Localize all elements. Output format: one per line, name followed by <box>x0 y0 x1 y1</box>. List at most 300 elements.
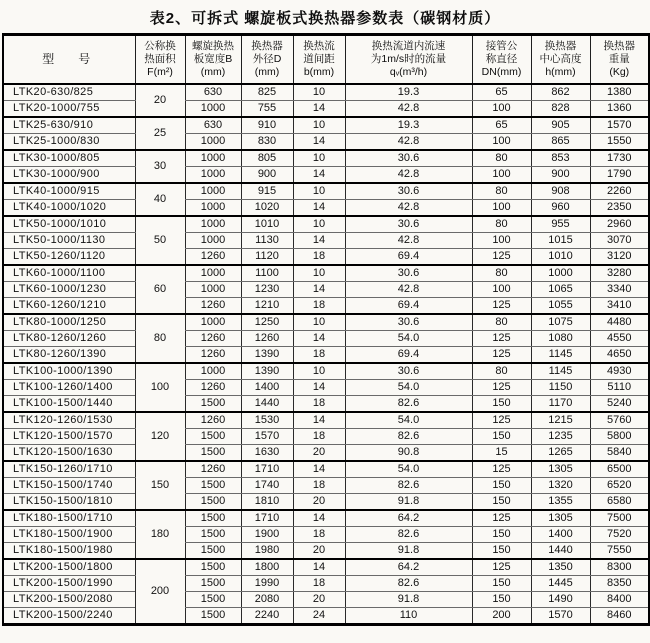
height-cell: 862 <box>531 84 590 101</box>
model-cell: LTK40-1000/915 <box>3 183 135 200</box>
diameter-cell: 900 <box>241 167 293 184</box>
model-cell: LTK60-1000/1100 <box>3 265 135 282</box>
width-cell: 1000 <box>185 265 241 282</box>
parameters-table <box>2 33 650 626</box>
height-cell: 1010 <box>531 249 590 266</box>
area-cell: 150 <box>135 461 185 510</box>
column-header-line: 外径D <box>252 53 282 65</box>
flow-cell: 30.6 <box>345 314 472 331</box>
diameter-cell: 2080 <box>241 592 293 608</box>
spacing-cell: 10 <box>293 216 345 233</box>
flow-cell: 110 <box>345 608 472 625</box>
column-header-line: h(mm) <box>545 66 576 78</box>
flow-cell: 30.6 <box>345 265 472 282</box>
table-body <box>3 84 649 625</box>
diameter-cell: 825 <box>241 84 293 101</box>
dn-cell: 80 <box>472 265 531 282</box>
weight-cell: 1380 <box>590 84 649 101</box>
dn-cell: 80 <box>472 183 531 200</box>
spacing-cell: 10 <box>293 363 345 380</box>
dn-cell: 150 <box>472 576 531 592</box>
spacing-cell: 18 <box>293 396 345 413</box>
model-cell: LTK80-1260/1260 <box>3 331 135 347</box>
table-row <box>3 543 649 560</box>
table-title: 表2、可拆式 螺旋板式换热器参数表（碳钢材质） <box>149 10 501 27</box>
table-row <box>3 101 649 118</box>
column-header-width <box>185 35 241 85</box>
table-row <box>3 249 649 266</box>
spacing-cell: 20 <box>293 445 345 462</box>
spacing-cell: 14 <box>293 101 345 118</box>
weight-cell: 1550 <box>590 134 649 151</box>
column-header-line: 板宽度B <box>193 53 233 65</box>
weight-cell: 5240 <box>590 396 649 413</box>
flow-cell: 54.0 <box>345 380 472 396</box>
dn-cell: 150 <box>472 396 531 413</box>
table-row <box>3 510 649 527</box>
flow-cell: 82.6 <box>345 429 472 445</box>
width-cell: 1500 <box>185 429 241 445</box>
diameter-cell: 1120 <box>241 249 293 266</box>
width-cell: 1000 <box>185 314 241 331</box>
weight-cell: 3280 <box>590 265 649 282</box>
height-cell: 1170 <box>531 396 590 413</box>
table-row <box>3 494 649 511</box>
weight-cell: 3410 <box>590 298 649 315</box>
diameter-cell: 1260 <box>241 331 293 347</box>
weight-cell: 4480 <box>590 314 649 331</box>
model-cell: LTK180-1500/1900 <box>3 527 135 543</box>
width-cell: 1500 <box>185 510 241 527</box>
width-cell: 1000 <box>185 150 241 167</box>
table-row <box>3 608 649 625</box>
model-cell: LTK20-1000/755 <box>3 101 135 118</box>
dn-cell: 65 <box>472 117 531 134</box>
dn-cell: 125 <box>472 347 531 364</box>
area-cell: 20 <box>135 84 185 117</box>
flow-cell: 54.0 <box>345 331 472 347</box>
column-header-line: (mm) <box>200 66 226 78</box>
table-row <box>3 216 649 233</box>
area-cell: 100 <box>135 363 185 412</box>
width-cell: 1500 <box>185 559 241 576</box>
diameter-cell: 1990 <box>241 576 293 592</box>
spacing-cell: 14 <box>293 510 345 527</box>
height-cell: 1490 <box>531 592 590 608</box>
weight-cell: 8350 <box>590 576 649 592</box>
area-cell: 30 <box>135 150 185 183</box>
table-row <box>3 445 649 462</box>
width-cell: 1000 <box>185 167 241 184</box>
width-cell: 1500 <box>185 592 241 608</box>
table-row <box>3 314 649 331</box>
diameter-cell: 915 <box>241 183 293 200</box>
spacing-cell: 14 <box>293 167 345 184</box>
dn-cell: 125 <box>472 412 531 429</box>
column-header-line: 公称换 <box>144 40 176 52</box>
column-header-line: 换热器 <box>544 40 577 52</box>
dn-cell: 100 <box>472 200 531 217</box>
model-cell: LTK50-1000/1130 <box>3 233 135 249</box>
table-row <box>3 363 649 380</box>
flow-cell: 19.3 <box>345 84 472 101</box>
area-cell: 80 <box>135 314 185 363</box>
width-cell: 1260 <box>185 412 241 429</box>
spacing-cell: 18 <box>293 249 345 266</box>
dn-cell: 80 <box>472 363 531 380</box>
weight-cell: 6580 <box>590 494 649 511</box>
column-header-line: F(m²) <box>147 66 173 78</box>
column-header-spacing <box>293 35 345 85</box>
column-header-line: (Kg) <box>609 66 630 78</box>
spacing-cell: 14 <box>293 559 345 576</box>
header-row <box>3 35 649 85</box>
table-row <box>3 592 649 608</box>
dn-cell: 125 <box>472 559 531 576</box>
diameter-cell: 1980 <box>241 543 293 560</box>
model-cell: LTK60-1000/1230 <box>3 282 135 298</box>
weight-cell: 7500 <box>590 510 649 527</box>
table-header <box>3 35 649 85</box>
spacing-cell: 18 <box>293 478 345 494</box>
model-cell: LTK20-630/825 <box>3 84 135 101</box>
column-header-dn <box>472 35 531 85</box>
model-cell: LTK120-1500/1570 <box>3 429 135 445</box>
height-cell: 1015 <box>531 233 590 249</box>
width-cell: 1500 <box>185 478 241 494</box>
table-row <box>3 117 649 134</box>
width-cell: 1500 <box>185 543 241 560</box>
table-row <box>3 576 649 592</box>
model-cell: LTK200-1500/2080 <box>3 592 135 608</box>
diameter-cell: 1630 <box>241 445 293 462</box>
column-header-line: 型 号 <box>42 52 97 66</box>
diameter-cell: 1390 <box>241 347 293 364</box>
diameter-cell: 1020 <box>241 200 293 217</box>
width-cell: 1500 <box>185 396 241 413</box>
model-cell: LTK100-1260/1400 <box>3 380 135 396</box>
table-row <box>3 347 649 364</box>
flow-cell: 42.8 <box>345 101 472 118</box>
weight-cell: 4550 <box>590 331 649 347</box>
column-header-line: 换热流道内流速 <box>371 40 446 52</box>
weight-cell: 7520 <box>590 527 649 543</box>
flow-cell: 82.6 <box>345 527 472 543</box>
width-cell: 1000 <box>185 216 241 233</box>
spacing-cell: 18 <box>293 298 345 315</box>
height-cell: 828 <box>531 101 590 118</box>
spacing-cell: 10 <box>293 84 345 101</box>
table-row <box>3 200 649 217</box>
dn-cell: 150 <box>472 592 531 608</box>
flow-cell: 64.2 <box>345 559 472 576</box>
flow-cell: 91.8 <box>345 494 472 511</box>
dn-cell: 150 <box>472 429 531 445</box>
height-cell: 960 <box>531 200 590 217</box>
table-row <box>3 183 649 200</box>
column-header-line: 换热器 <box>603 40 635 52</box>
height-cell: 1570 <box>531 608 590 625</box>
spacing-cell: 14 <box>293 134 345 151</box>
flow-cell: 69.4 <box>345 249 472 266</box>
weight-cell: 1570 <box>590 117 649 134</box>
height-cell: 1440 <box>531 543 590 560</box>
table-row <box>3 282 649 298</box>
width-cell: 1000 <box>185 282 241 298</box>
spacing-cell: 10 <box>293 314 345 331</box>
spacing-cell: 18 <box>293 347 345 364</box>
column-header-line: 中心高度 <box>539 53 582 65</box>
spacing-cell: 10 <box>293 183 345 200</box>
model-cell: LTK30-1000/900 <box>3 167 135 184</box>
weight-cell: 3070 <box>590 233 649 249</box>
width-cell: 1000 <box>185 200 241 217</box>
table-row <box>3 412 649 429</box>
column-header-line: 重量 <box>608 53 630 65</box>
spacing-cell: 10 <box>293 150 345 167</box>
table-row <box>3 527 649 543</box>
flow-cell: 90.8 <box>345 445 472 462</box>
spacing-cell: 14 <box>293 461 345 478</box>
height-cell: 853 <box>531 150 590 167</box>
diameter-cell: 1530 <box>241 412 293 429</box>
diameter-cell: 1390 <box>241 363 293 380</box>
column-header-line: 换热器 <box>251 40 283 52</box>
flow-cell: 69.4 <box>345 298 472 315</box>
dn-cell: 125 <box>472 331 531 347</box>
column-header-diameter <box>241 35 293 85</box>
column-header-line: qᵥ(m³/h) <box>389 66 428 78</box>
width-cell: 1000 <box>185 363 241 380</box>
column-header-line: 螺旋换热 <box>192 40 234 52</box>
width-cell: 1500 <box>185 527 241 543</box>
table-row <box>3 429 649 445</box>
width-cell: 1260 <box>185 249 241 266</box>
model-cell: LTK80-1000/1250 <box>3 314 135 331</box>
height-cell: 900 <box>531 167 590 184</box>
area-cell: 180 <box>135 510 185 559</box>
flow-cell: 30.6 <box>345 363 472 380</box>
spacing-cell: 20 <box>293 494 345 511</box>
height-cell: 1150 <box>531 380 590 396</box>
table-row <box>3 150 649 167</box>
diameter-cell: 1130 <box>241 233 293 249</box>
weight-cell: 5800 <box>590 429 649 445</box>
height-cell: 1445 <box>531 576 590 592</box>
weight-cell: 4650 <box>590 347 649 364</box>
spacing-cell: 18 <box>293 576 345 592</box>
weight-cell: 4930 <box>590 363 649 380</box>
column-header-line: 道间距 <box>303 53 335 65</box>
spacing-cell: 14 <box>293 412 345 429</box>
weight-cell: 3120 <box>590 249 649 266</box>
flow-cell: 30.6 <box>345 150 472 167</box>
table-row <box>3 233 649 249</box>
flow-cell: 30.6 <box>345 183 472 200</box>
dn-cell: 125 <box>472 380 531 396</box>
column-header-height <box>531 35 590 85</box>
height-cell: 1145 <box>531 363 590 380</box>
height-cell: 1320 <box>531 478 590 494</box>
model-cell: LTK150-1260/1710 <box>3 461 135 478</box>
table-row <box>3 461 649 478</box>
diameter-cell: 805 <box>241 150 293 167</box>
flow-cell: 69.4 <box>345 347 472 364</box>
flow-cell: 64.2 <box>345 510 472 527</box>
width-cell: 1500 <box>185 494 241 511</box>
dn-cell: 100 <box>472 167 531 184</box>
diameter-cell: 1800 <box>241 559 293 576</box>
flow-cell: 42.8 <box>345 233 472 249</box>
spacing-cell: 14 <box>293 282 345 298</box>
weight-cell: 6500 <box>590 461 649 478</box>
dn-cell: 150 <box>472 543 531 560</box>
height-cell: 1305 <box>531 510 590 527</box>
model-cell: LTK50-1000/1010 <box>3 216 135 233</box>
diameter-cell: 1100 <box>241 265 293 282</box>
flow-cell: 54.0 <box>345 412 472 429</box>
spacing-cell: 20 <box>293 592 345 608</box>
diameter-cell: 1810 <box>241 494 293 511</box>
column-header-flow <box>345 35 472 85</box>
dn-cell: 15 <box>472 445 531 462</box>
table-row <box>3 331 649 347</box>
table-row <box>3 265 649 282</box>
dn-cell: 100 <box>472 233 531 249</box>
diameter-cell: 755 <box>241 101 293 118</box>
model-cell: LTK100-1000/1390 <box>3 363 135 380</box>
column-header-line: DN(mm) <box>481 66 522 78</box>
dn-cell: 125 <box>472 249 531 266</box>
dn-cell: 65 <box>472 84 531 101</box>
height-cell: 1235 <box>531 429 590 445</box>
dn-cell: 125 <box>472 510 531 527</box>
column-header-line: 为1m/s时的流量 <box>370 53 447 65</box>
diameter-cell: 1900 <box>241 527 293 543</box>
model-cell: LTK30-1000/805 <box>3 150 135 167</box>
height-cell: 905 <box>531 117 590 134</box>
table-row <box>3 396 649 413</box>
width-cell: 630 <box>185 84 241 101</box>
model-cell: LTK120-1260/1530 <box>3 412 135 429</box>
height-cell: 1350 <box>531 559 590 576</box>
weight-cell: 8460 <box>590 608 649 625</box>
weight-cell: 1790 <box>590 167 649 184</box>
width-cell: 1260 <box>185 380 241 396</box>
weight-cell: 7550 <box>590 543 649 560</box>
spacing-cell: 18 <box>293 527 345 543</box>
table-row <box>3 559 649 576</box>
weight-cell: 5760 <box>590 412 649 429</box>
diameter-cell: 1400 <box>241 380 293 396</box>
model-cell: LTK150-1500/1740 <box>3 478 135 494</box>
dn-cell: 80 <box>472 216 531 233</box>
width-cell: 630 <box>185 117 241 134</box>
diameter-cell: 1740 <box>241 478 293 494</box>
area-cell: 120 <box>135 412 185 461</box>
flow-cell: 82.6 <box>345 396 472 413</box>
weight-cell: 1730 <box>590 150 649 167</box>
dn-cell: 100 <box>472 282 531 298</box>
width-cell: 1500 <box>185 608 241 625</box>
column-header-line: 称直径 <box>485 53 518 65</box>
weight-cell: 2960 <box>590 216 649 233</box>
diameter-cell: 1010 <box>241 216 293 233</box>
dn-cell: 125 <box>472 298 531 315</box>
model-cell: LTK200-1500/1990 <box>3 576 135 592</box>
flow-cell: 82.6 <box>345 478 472 494</box>
table-row <box>3 167 649 184</box>
weight-cell: 3340 <box>590 282 649 298</box>
model-cell: LTK80-1260/1390 <box>3 347 135 364</box>
area-cell: 40 <box>135 183 185 216</box>
height-cell: 1305 <box>531 461 590 478</box>
weight-cell: 1360 <box>590 101 649 118</box>
column-header-line: 换热流 <box>303 40 335 52</box>
height-cell: 1055 <box>531 298 590 315</box>
spacing-cell: 10 <box>293 265 345 282</box>
diameter-cell: 1250 <box>241 314 293 331</box>
column-header-model <box>3 35 135 85</box>
column-header-line: b(mm) <box>303 66 335 78</box>
weight-cell: 6520 <box>590 478 649 494</box>
flow-cell: 54.0 <box>345 461 472 478</box>
width-cell: 1500 <box>185 445 241 462</box>
weight-cell: 5840 <box>590 445 649 462</box>
table-row <box>3 380 649 396</box>
width-cell: 1260 <box>185 331 241 347</box>
flow-cell: 42.8 <box>345 200 472 217</box>
height-cell: 1065 <box>531 282 590 298</box>
diameter-cell: 1710 <box>241 510 293 527</box>
area-cell: 25 <box>135 117 185 150</box>
diameter-cell: 910 <box>241 117 293 134</box>
spacing-cell: 14 <box>293 200 345 217</box>
spacing-cell: 14 <box>293 233 345 249</box>
model-cell: LTK40-1000/1020 <box>3 200 135 217</box>
model-cell: LTK25-630/910 <box>3 117 135 134</box>
width-cell: 1000 <box>185 233 241 249</box>
table-row <box>3 298 649 315</box>
diameter-cell: 1570 <box>241 429 293 445</box>
height-cell: 1080 <box>531 331 590 347</box>
dn-cell: 200 <box>472 608 531 625</box>
dn-cell: 150 <box>472 494 531 511</box>
dn-cell: 100 <box>472 101 531 118</box>
diameter-cell: 1210 <box>241 298 293 315</box>
flow-cell: 82.6 <box>345 576 472 592</box>
column-header-area <box>135 35 185 85</box>
spacing-cell: 10 <box>293 117 345 134</box>
flow-cell: 42.8 <box>345 134 472 151</box>
width-cell: 1000 <box>185 101 241 118</box>
table-row <box>3 84 649 101</box>
column-header-line: 接管公 <box>485 40 518 52</box>
height-cell: 1355 <box>531 494 590 511</box>
column-header-line: (mm) <box>254 66 280 78</box>
dn-cell: 125 <box>472 461 531 478</box>
model-cell: LTK180-1500/1980 <box>3 543 135 560</box>
area-cell: 60 <box>135 265 185 314</box>
flow-cell: 42.8 <box>345 282 472 298</box>
weight-cell: 8400 <box>590 592 649 608</box>
height-cell: 1215 <box>531 412 590 429</box>
weight-cell: 8300 <box>590 559 649 576</box>
model-cell: LTK120-1500/1630 <box>3 445 135 462</box>
spacing-cell: 14 <box>293 331 345 347</box>
diameter-cell: 2240 <box>241 608 293 625</box>
flow-cell: 30.6 <box>345 216 472 233</box>
